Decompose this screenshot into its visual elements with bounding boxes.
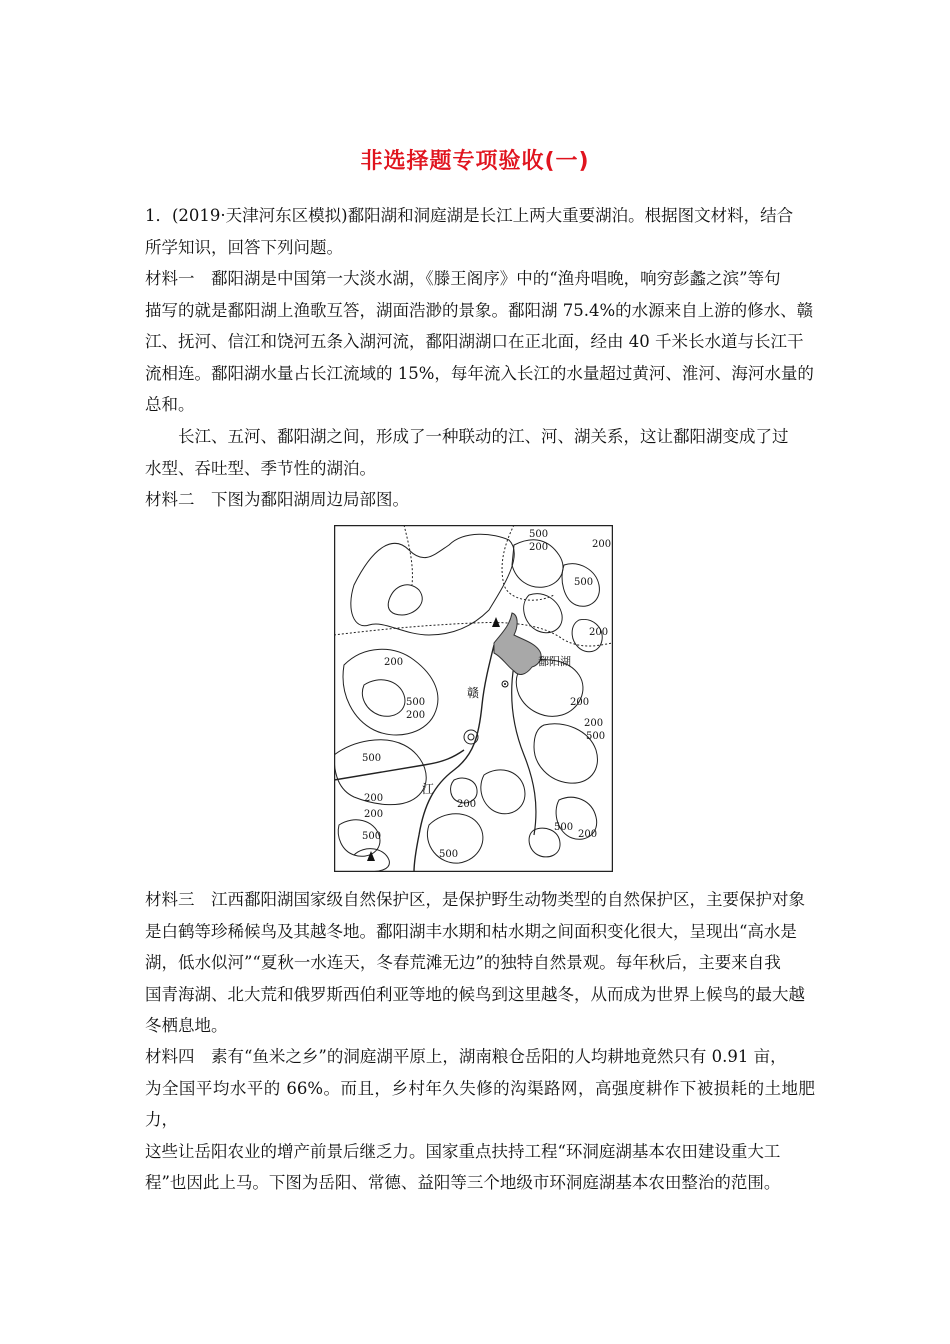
text-line: 材料四 素有“鱼米之乡”的洞庭湖平原上，湖南粮仓岳阳的人均耕地竟然只有 0.91 亩，: [145, 1047, 787, 1066]
lake-label: 鄱阳湖: [538, 655, 571, 668]
peak-marker: [492, 617, 500, 627]
text-line: 描写的就是鄱阳湖上渔歌互答，湖面浩渺的景象。鄱阳湖 75.4%的水源来自上游的修水、赣: [145, 300, 814, 320]
text-line: 流相连。鄱阳湖水量占长江流域的 15%，每年流入长江的水量超过黄河、淮河、海河水量的: [145, 363, 814, 383]
contour-label: 200: [457, 799, 477, 810]
text-line: 湖，低水似河”“夏秋一水连天，冬春荒滩无边”的独特自然景观。每年秋后，主要来自我: [145, 953, 781, 972]
contour-label: 200: [592, 539, 612, 550]
text-line: 是白鹤等珍稀候鸟及其越冬地。鄱阳湖丰水期和枯水期之间面积变化很大，呈现出“高水是: [145, 921, 797, 941]
contour-label: 200: [584, 718, 604, 729]
contour-label: 500: [362, 753, 382, 764]
text-line: 材料二 下图为鄱阳湖周边局部图。: [145, 490, 409, 509]
text-line: 为全国平均水平的 66%。而且，乡村年久失修的沟渠路网，高强度耕作下被损耗的土地肥力，: [145, 1078, 815, 1129]
text-line: 1．(2019·天津河东区模拟)鄱阳湖和洞庭湖是长江上两大重要湖泊。根据图文材料，结合: [145, 206, 794, 225]
river-label: 赣: [467, 686, 480, 700]
paragraph-2: [145, 421, 815, 484]
contour-label: 200: [364, 809, 384, 820]
river-label: 江: [422, 782, 435, 796]
text-line: 江、抚河、信江和饶河五条入湖河流，鄱阳湖湖口在正北面，经由 40 千米长水道与长江干: [145, 332, 804, 351]
contour-label: 500: [362, 831, 382, 842]
text-line: 冬栖息地。: [145, 1016, 228, 1035]
material-4: [145, 1041, 815, 1199]
text-line: 材料一 鄱阳湖是中国第一大淡水湖，《滕王阁序》中的“渔舟唱晚，响穷彭蠡之滨”等句: [145, 269, 781, 288]
contour-label: 500: [439, 849, 459, 860]
contour-label: 200: [570, 697, 590, 708]
contour-label: 500: [586, 731, 606, 742]
page-title: 非选择题专项验收(一): [360, 149, 590, 174]
contour-label: 200: [578, 829, 598, 840]
text-line: 总和。: [145, 395, 195, 414]
material-2: [145, 484, 815, 516]
contour-label: 200: [406, 710, 426, 721]
text-line: 国青海湖、北大荒和俄罗斯西伯利亚等地的候鸟到这里越冬，从而成为世界上候鸟的最大越: [145, 984, 805, 1004]
poyang-lake-map: [334, 525, 613, 872]
contour-label: 200: [384, 657, 404, 668]
contour-label: 500: [529, 529, 549, 540]
contour-label: 500: [574, 577, 594, 588]
material-3: [145, 884, 815, 1042]
text-line: 程”也因此上马。下图为岳阳、常德、益阳等三个地级市环洞庭湖基本农田整治的范围。: [145, 1173, 781, 1192]
contour-label: 200: [589, 627, 609, 638]
material-1: [145, 263, 815, 421]
text-line: 水型、吞吐型、季节性的湖泊。: [145, 458, 376, 478]
poyang-lake: [494, 613, 541, 674]
contour-label: 500: [554, 822, 574, 833]
contour-label: 200: [364, 793, 384, 804]
contour-label: 500: [406, 697, 426, 708]
text-line: 长江、五河、鄱阳湖之间，形成了一种联动的江、河、湖关系，这让鄱阳湖变成了过: [145, 427, 789, 446]
contour-label: 200: [529, 542, 549, 553]
text-line: 材料三 江西鄱阳湖国家级自然保护区，是保护野生动物类型的自然保护区，主要保护对象: [145, 890, 805, 909]
text-line: 所学知识，回答下列问题。: [145, 237, 343, 257]
text-line: 这些让岳阳农业的增产前景后继乏力。国家重点扶持工程“环洞庭湖基本农田建设重大工: [145, 1141, 781, 1161]
question-1-stem: [145, 200, 815, 263]
